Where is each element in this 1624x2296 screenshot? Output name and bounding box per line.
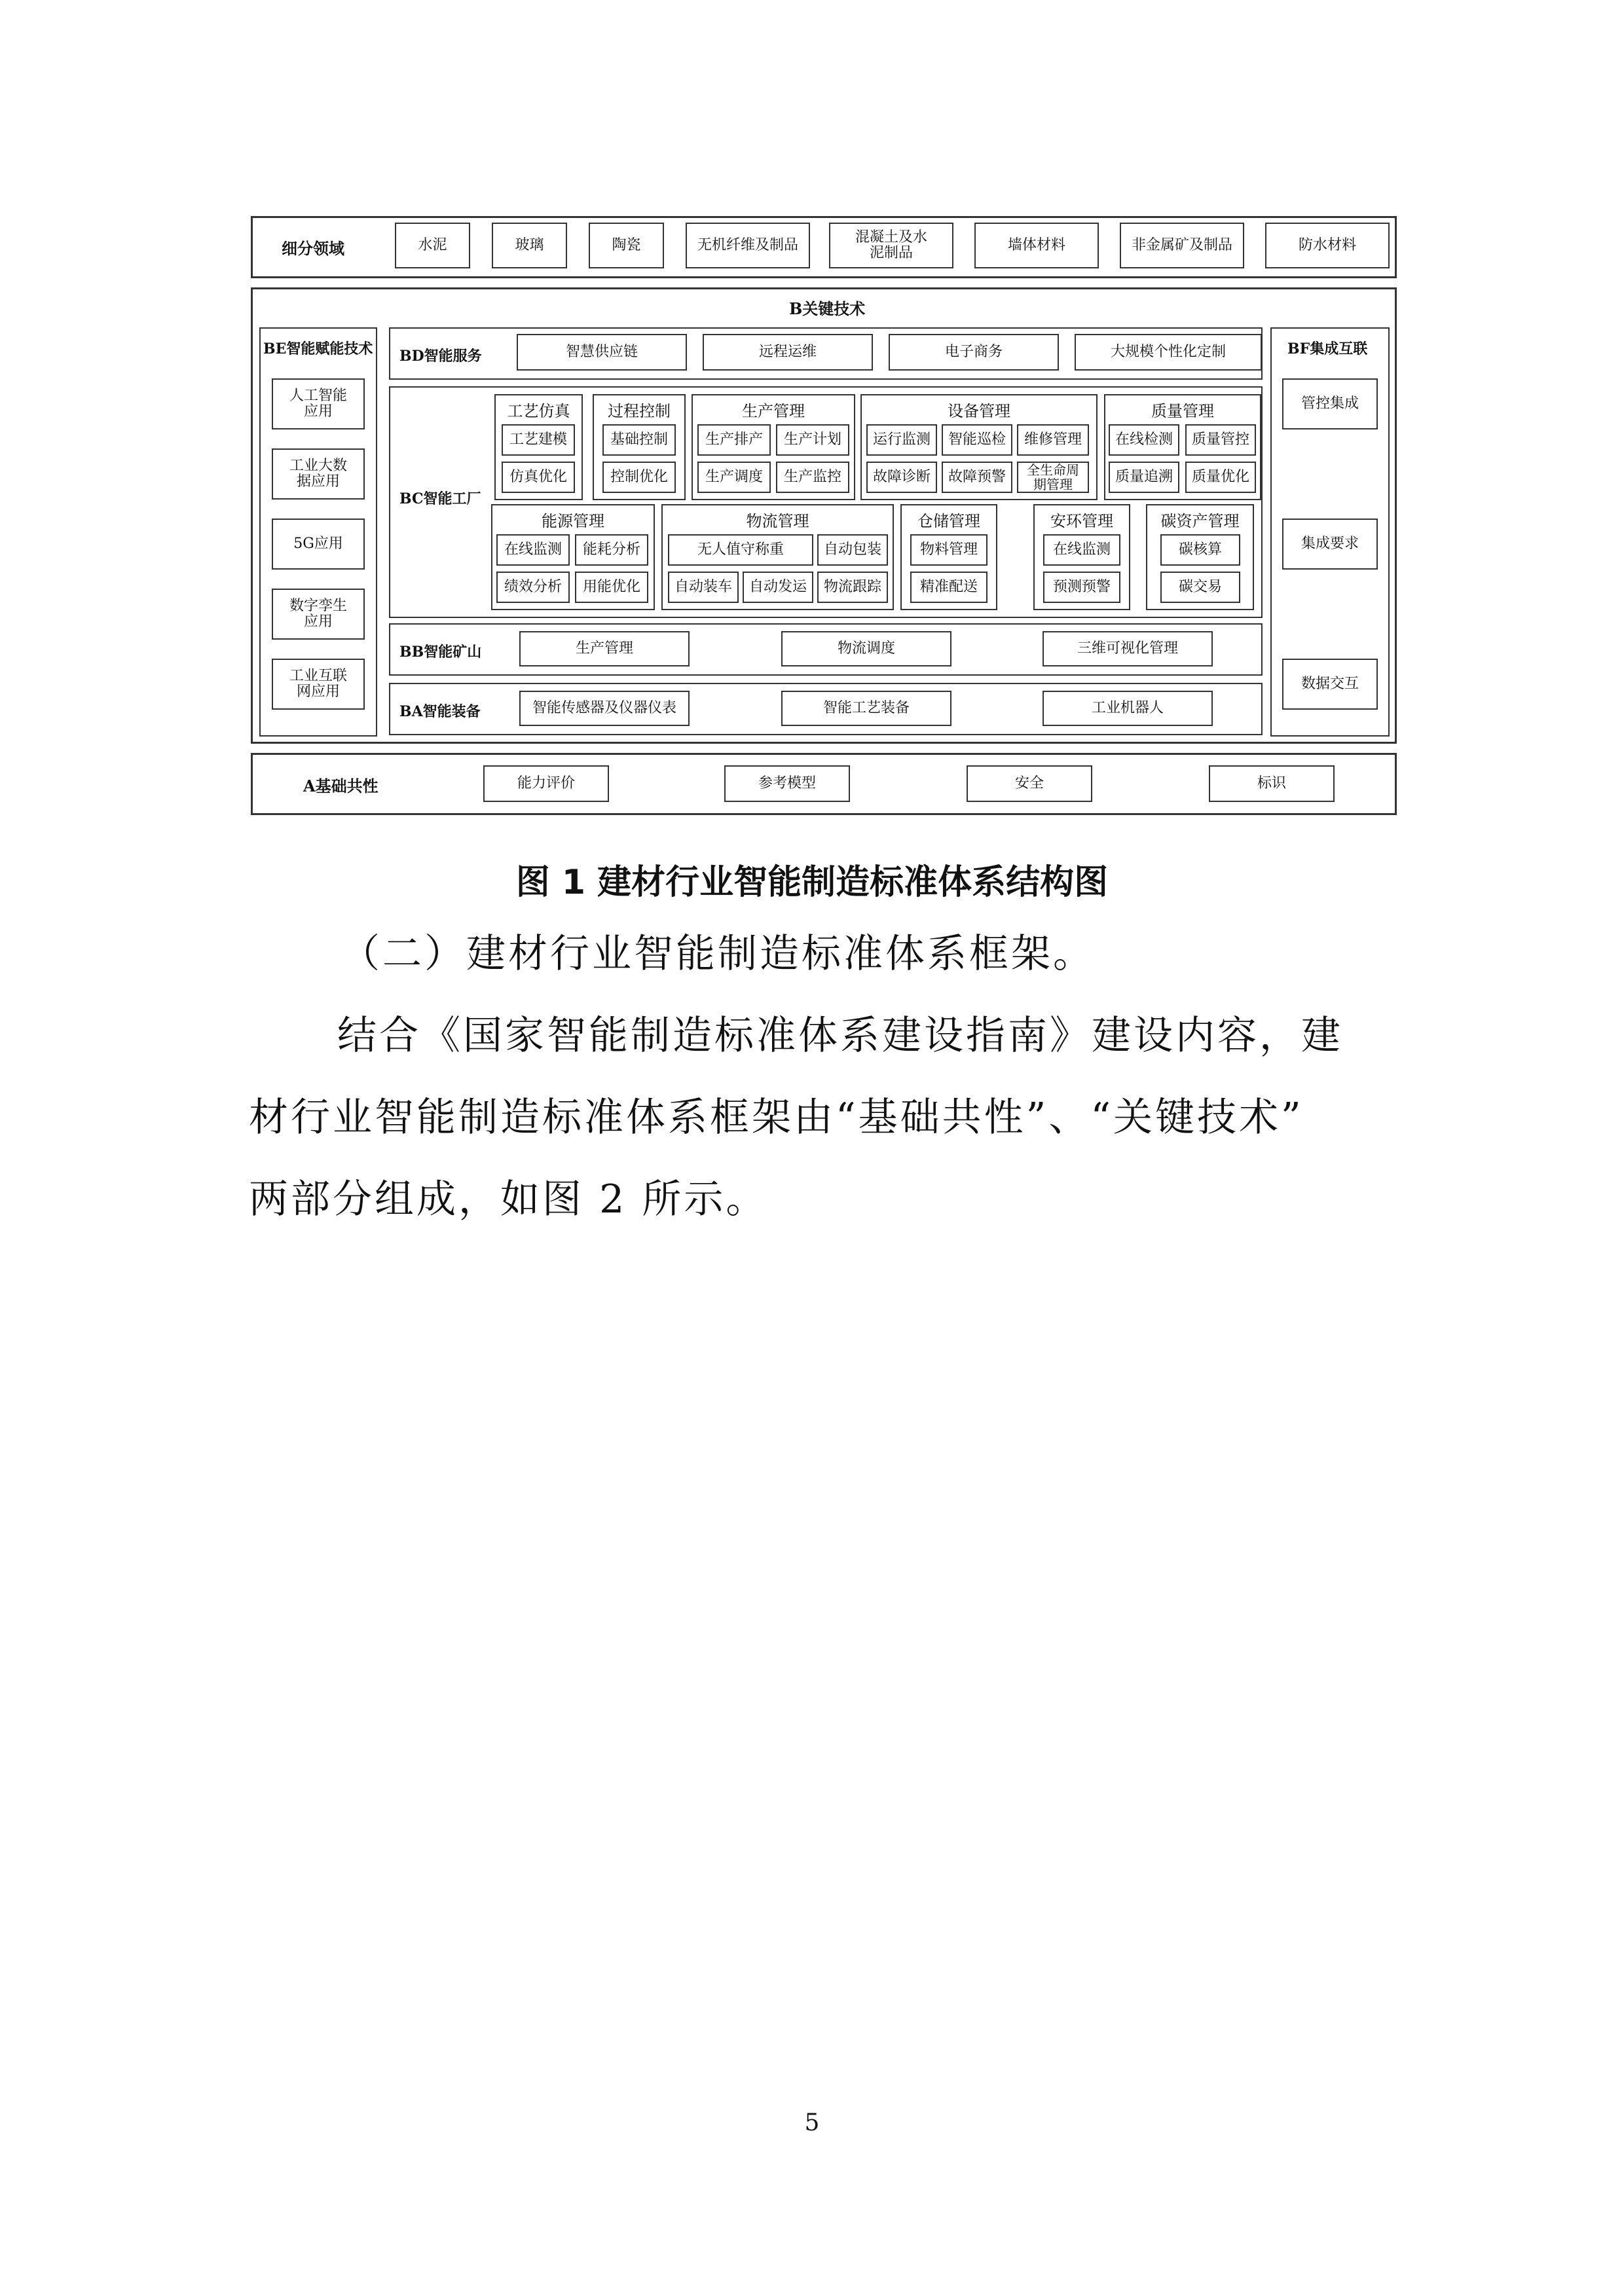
- ba-smart-process-equipment: 智能工艺装备: [781, 691, 951, 726]
- bc-fault-diagnosis: 故障诊断: [866, 462, 937, 493]
- bf-title: BF集成互联: [1287, 340, 1368, 357]
- domain-concrete: 混凝土及水泥制品: [829, 223, 953, 268]
- bc-fault-warning: 故障预警: [942, 462, 1012, 493]
- bc-process-sim-title: 工艺仿真: [507, 402, 570, 420]
- key-tech-title: B关键技术: [789, 299, 866, 318]
- bc-energy-mgmt-title: 能源管理: [542, 512, 604, 530]
- bc-auto-packing: 自动包装: [817, 534, 888, 566]
- bc-safety-online-monitor: 在线监测: [1043, 534, 1120, 566]
- ba-label: BA智能装备: [399, 703, 481, 720]
- bc-production-mgmt-title: 生产管理: [742, 402, 805, 420]
- bc-unmanned-weighing: 无人值守称重: [668, 534, 813, 566]
- bc-smart-inspection: 智能巡检: [942, 424, 1012, 456]
- bc-performance-analysis: 绩效分析: [496, 572, 570, 603]
- bf-data-exchange: 数据交互: [1282, 659, 1378, 710]
- bc-production-plan: 生产计划: [776, 424, 849, 456]
- figure-caption: 图 1 建材行业智能制造标准体系结构图: [515, 863, 1109, 902]
- bd-ecommerce: 电子商务: [889, 334, 1059, 371]
- domain-nonmetal: 非金属矿及制品: [1120, 223, 1244, 268]
- page-number: 5: [804, 2109, 820, 2136]
- body-line-1: 结合《国家智能制造标准体系建设指南》建设内容，建: [337, 1013, 1343, 1059]
- bf-control-integration: 管控集成: [1282, 378, 1378, 429]
- bc-production-dispatch: 生产调度: [697, 462, 771, 493]
- bc-warehouse-mgmt-title: 仓储管理: [917, 512, 980, 530]
- bf-integration-requirement: 集成要求: [1282, 519, 1378, 570]
- bc-energy-optimization: 用能优化: [575, 572, 648, 603]
- bc-quality-control: 质量管控: [1185, 424, 1256, 456]
- bc-safety-env-mgmt-title: 安环管理: [1050, 512, 1113, 530]
- bd-supply-chain: 智慧供应链: [517, 334, 687, 371]
- basic-identification: 标识: [1209, 765, 1335, 802]
- be-bigdata: 工业大数据应用: [272, 448, 365, 500]
- basic-security: 安全: [967, 765, 1092, 802]
- domains-label: 细分领域: [282, 239, 344, 258]
- bc-precise-delivery: 精准配送: [910, 572, 987, 603]
- bc-energy-online-monitor: 在线监测: [496, 534, 570, 566]
- bd-label: BD智能服务: [399, 348, 482, 365]
- bb-production-mgmt: 生产管理: [519, 631, 690, 666]
- domain-glass: 玻璃: [492, 223, 567, 268]
- bc-carbon-accounting: 碳核算: [1160, 534, 1240, 566]
- domain-wall: 墙体材料: [974, 223, 1099, 268]
- bc-quality-optimization: 质量优化: [1185, 462, 1256, 493]
- be-iiot: 工业互联网应用: [272, 659, 365, 710]
- bc-run-monitoring: 运行监测: [866, 424, 937, 456]
- bc-process-control-title: 过程控制: [608, 402, 671, 420]
- domain-ceramics: 陶瓷: [589, 223, 664, 268]
- bc-equipment-mgmt-title: 设备管理: [948, 402, 1010, 420]
- domain-cement: 水泥: [395, 223, 470, 268]
- bc-production-monitor: 生产监控: [776, 462, 849, 493]
- bc-logistics-mgmt-title: 物流管理: [746, 512, 809, 530]
- bc-sim-optimization: 仿真优化: [502, 462, 575, 493]
- be-ai: 人工智能应用: [272, 378, 365, 429]
- basic-label: A基础共性: [303, 776, 378, 795]
- ba-smart-sensors: 智能传感器及仪器仪表: [519, 691, 690, 726]
- bb-label: BB智能矿山: [399, 644, 482, 661]
- bc-maintenance-mgmt: 维修管理: [1017, 424, 1089, 456]
- section-heading: （二）建材行业智能制造标准体系框架。: [341, 931, 1095, 977]
- bc-auto-loading: 自动装车: [668, 572, 739, 603]
- bc-auto-shipping: 自动发运: [743, 572, 813, 603]
- body-line-2: 材行业智能制造标准体系框架由“基础共性”、“关键技术”: [249, 1095, 1304, 1140]
- be-digital-twin: 数字孪生应用: [272, 589, 365, 640]
- bb-logistics-dispatch: 物流调度: [781, 631, 951, 666]
- be-5g: 5G应用: [272, 519, 365, 570]
- bc-lifecycle-mgmt: 全生命周期管理: [1017, 462, 1089, 493]
- bc-label: BC智能工厂: [399, 490, 481, 507]
- bc-material-mgmt: 物料管理: [910, 534, 987, 566]
- bc-logistics-tracking: 物流跟踪: [817, 572, 888, 603]
- bc-quality-trace: 质量追溯: [1109, 462, 1179, 493]
- bd-remote-om: 远程运维: [703, 334, 873, 371]
- basic-reference-model: 参考模型: [724, 765, 850, 802]
- bc-prediction-warning: 预测预警: [1043, 572, 1120, 603]
- be-title: BE智能赋能技术: [263, 340, 373, 357]
- bc-carbon-asset-mgmt-title: 碳资产管理: [1160, 512, 1240, 530]
- bb-3d-visual-mgmt: 三维可视化管理: [1043, 631, 1213, 666]
- bc-energy-consumption: 能耗分析: [575, 534, 648, 566]
- bc-online-inspection: 在线检测: [1109, 424, 1179, 456]
- basic-capability-eval: 能力评价: [483, 765, 609, 802]
- bc-carbon-trading: 碳交易: [1160, 572, 1240, 603]
- domain-waterproof: 防水材料: [1265, 223, 1390, 268]
- bd-customization: 大规模个性化定制: [1075, 334, 1262, 371]
- body-line-3: 两部分组成，如图 2 所示。: [249, 1176, 768, 1222]
- bc-process-modeling: 工艺建模: [502, 424, 575, 456]
- bc-production-scheduling: 生产排产: [697, 424, 771, 456]
- domain-fiber: 无机纤维及制品: [686, 223, 810, 268]
- standard-system-diagram: [0, 0, 1624, 851]
- bc-control-optimization: 控制优化: [602, 462, 676, 493]
- bc-basic-control: 基础控制: [602, 424, 676, 456]
- bc-quality-mgmt-title: 质量管理: [1151, 402, 1214, 420]
- ba-industrial-robot: 工业机器人: [1043, 691, 1213, 726]
